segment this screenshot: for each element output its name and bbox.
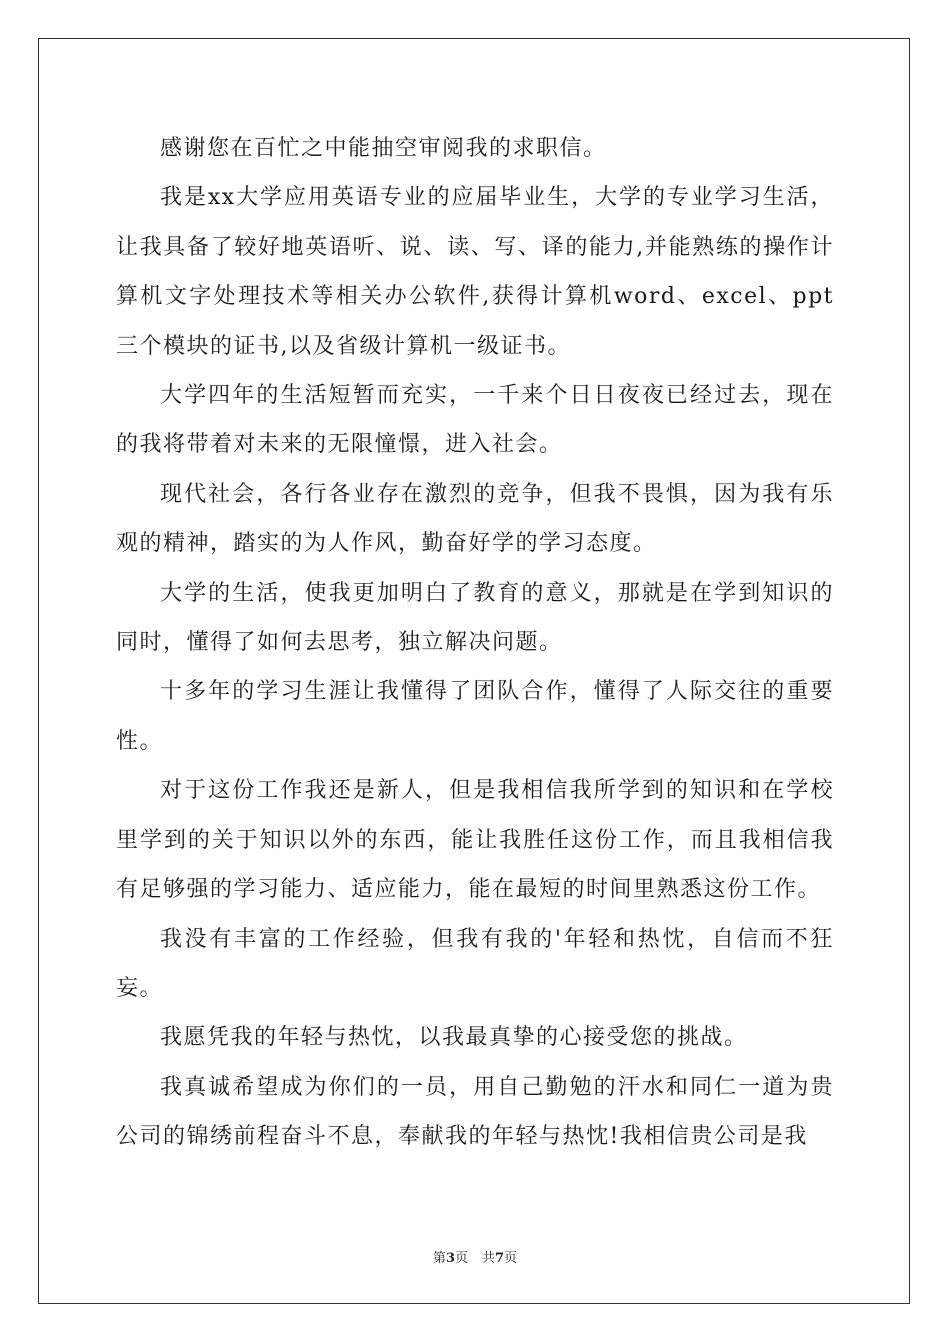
page-total-count: 7 bbox=[495, 1251, 505, 1266]
paragraph-3: 大学四年的生活短暂而充实，一千来个日日夜夜已经过去，现在的我将带着对未来的无限憧憬，进入社会。 bbox=[116, 383, 834, 458]
letter-body bbox=[116, 124, 834, 1162]
paragraph-1: 感谢您在百忙之中能抽空审阅我的求职信。 bbox=[160, 136, 607, 161]
page-number-prefix: 第 bbox=[432, 1251, 446, 1266]
paragraph-8: 我没有丰富的工作经验，但我有我的'年轻和热忱，自信而不狂妄。 bbox=[116, 926, 834, 1001]
page-number-suffix: 页 bbox=[454, 1251, 468, 1266]
page-total-suffix: 页 bbox=[504, 1251, 518, 1266]
paragraph-2: 我是xx大学应用英语专业的应届毕业生，大学的专业学习生活，让我具备了较好地英语听、说、读、写、译的能力,并能熟练的操作计算机文字处理技术等相关办公软件,获得计算机word、excel、ppt三个模块的证书,以及省级计算机一级证书。 bbox=[116, 185, 834, 359]
paragraph-10: 我真诚希望成为你们的一员，用自己勤勉的汗水和同仁一道为贵公司的锦绣前程奋斗不息，奉献我的年轻与热忱!我相信贵公司是我 bbox=[116, 1074, 834, 1150]
page-footer bbox=[0, 1247, 950, 1266]
paragraph-9: 我愿凭我的年轻与热忱，以我最真挚的心接受您的挑战。 bbox=[160, 1025, 748, 1051]
paragraph-5: 大学的生活，使我更加明白了教育的意义，那就是在学到知识的同时，懂得了如何去思考，独立解决问题。 bbox=[116, 580, 834, 656]
page-total-prefix: 共 bbox=[482, 1251, 496, 1266]
page-number-current: 3 bbox=[445, 1251, 455, 1266]
paragraph-7: 对于这份工作我还是新人，但是我相信我所学到的知识和在学校里学到的关于知识以外的东西，能让我胜任这份工作，而且我相信我有足够强的学习能力、适应能力，能在最短的时间里熟悉这份工作。 bbox=[116, 778, 834, 903]
paragraph-4: 现代社会，各行各业存在激烈的竞争，但我不畏惧，因为我有乐观的精神，踏实的为人作风，勤奋好学的学习态度。 bbox=[116, 481, 834, 557]
paragraph-6: 十多年的学习生涯让我懂得了团队合作，懂得了人际交往的重要性。 bbox=[116, 679, 834, 754]
